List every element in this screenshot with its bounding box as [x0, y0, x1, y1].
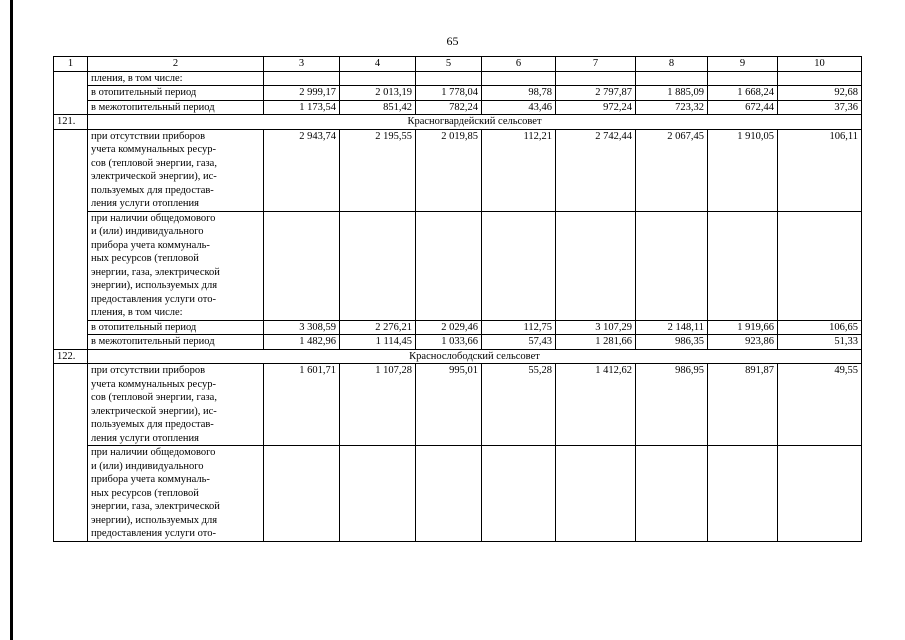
value-cell: 1 114,45	[340, 335, 416, 350]
value-cell: 3 308,59	[264, 320, 340, 335]
row-description: при наличии общедомового и (или) индивидуального прибора учета коммуналь- ных ресурсов (тепловой энергии, газа, электрической энергии), используемых для предоставления услуги ото- пления, в том числе:	[88, 211, 264, 320]
value-cell: 1 778,04	[416, 86, 482, 101]
value-cell: 851,42	[340, 100, 416, 115]
table-row	[54, 211, 862, 320]
value-cell: 112,75	[482, 320, 556, 335]
value-cell: 37,36	[778, 100, 862, 115]
row-description: при отсутствии приборов учета коммунальных ресур- сов (тепловой энергии, газа, электрической энергии), ис- пользуемых для предостав- ления услуги отопления	[88, 129, 264, 211]
scan-edge-bar	[10, 0, 13, 640]
value-cell: 98,78	[482, 86, 556, 101]
section-title: Красногвардейский сельсовет	[88, 115, 862, 130]
header-cell: 7	[556, 57, 636, 72]
row-description: при наличии общедомового и (или) индивидуального прибора учета коммуналь- ных ресурсов (тепловой энергии, газа, электрической энергии), используемых для предоставления услуги ото-	[88, 446, 264, 542]
value-cell: 672,44	[708, 100, 778, 115]
header-cell: 4	[340, 57, 416, 72]
value-cell: 106,65	[778, 320, 862, 335]
value-cell: 51,33	[778, 335, 862, 350]
row-label: в межотопительный период	[88, 100, 264, 115]
value-cell: 2 742,44	[556, 129, 636, 211]
page-number: 65	[446, 34, 459, 48]
row-label: в отопительный период	[88, 320, 264, 335]
value-cell: 2 013,19	[340, 86, 416, 101]
value-cell: 2 067,45	[636, 129, 708, 211]
value-cell: 2 019,85	[416, 129, 482, 211]
header-cell: 8	[636, 57, 708, 72]
header-cell: 1	[54, 57, 88, 72]
value-cell: 57,43	[482, 335, 556, 350]
header-cell: 2	[88, 57, 264, 72]
row-label: в межотопительный период	[88, 335, 264, 350]
row-label: пления, в том числе:	[88, 71, 264, 86]
section-number: 121.	[54, 115, 88, 130]
value-cell: 1 033,66	[416, 335, 482, 350]
value-cell: 1 281,66	[556, 335, 636, 350]
value-cell: 1 885,09	[636, 86, 708, 101]
value-cell: 1 910,05	[708, 129, 778, 211]
header-row	[54, 57, 862, 72]
section-number: 122.	[54, 349, 88, 364]
value-cell: 2 148,11	[636, 320, 708, 335]
value-cell: 986,95	[636, 364, 708, 446]
table-row	[54, 86, 862, 101]
value-cell: 112,21	[482, 129, 556, 211]
value-cell: 972,24	[556, 100, 636, 115]
section-header-row	[54, 115, 862, 130]
section-header-row	[54, 349, 862, 364]
table-row	[54, 100, 862, 115]
value-cell: 995,01	[416, 364, 482, 446]
value-cell: 2 276,21	[340, 320, 416, 335]
section-title: Краснослободский сельсовет	[88, 349, 862, 364]
value-cell: 55,28	[482, 364, 556, 446]
row-label: в отопительный период	[88, 86, 264, 101]
table-row	[54, 71, 862, 86]
table-row	[54, 129, 862, 211]
header-cell: 5	[416, 57, 482, 72]
value-cell: 1 668,24	[708, 86, 778, 101]
value-cell: 2 797,87	[556, 86, 636, 101]
value-cell: 2 029,46	[416, 320, 482, 335]
value-cell: 106,11	[778, 129, 862, 211]
value-cell: 1 919,66	[708, 320, 778, 335]
table-row	[54, 446, 862, 542]
value-cell: 923,86	[708, 335, 778, 350]
value-cell: 723,32	[636, 100, 708, 115]
tariff-table	[53, 56, 862, 542]
value-cell: 1 412,62	[556, 364, 636, 446]
value-cell: 49,55	[778, 364, 862, 446]
header-cell: 3	[264, 57, 340, 72]
value-cell: 92,68	[778, 86, 862, 101]
value-cell: 43,46	[482, 100, 556, 115]
value-cell: 2 943,74	[264, 129, 340, 211]
value-cell: 986,35	[636, 335, 708, 350]
value-cell: 2 195,55	[340, 129, 416, 211]
value-cell: 1 482,96	[264, 335, 340, 350]
value-cell: 782,24	[416, 100, 482, 115]
table-row	[54, 335, 862, 350]
header-cell: 6	[482, 57, 556, 72]
header-cell: 10	[778, 57, 862, 72]
value-cell: 2 999,17	[264, 86, 340, 101]
value-cell: 1 173,54	[264, 100, 340, 115]
table-row	[54, 320, 862, 335]
table-row	[54, 364, 862, 446]
value-cell: 891,87	[708, 364, 778, 446]
row-description: при отсутствии приборов учета коммунальных ресур- сов (тепловой энергии, газа, электрической энергии), ис- пользуемых для предостав- ления услуги отопления	[88, 364, 264, 446]
value-cell: 3 107,29	[556, 320, 636, 335]
value-cell: 1 601,71	[264, 364, 340, 446]
value-cell: 1 107,28	[340, 364, 416, 446]
header-cell: 9	[708, 57, 778, 72]
